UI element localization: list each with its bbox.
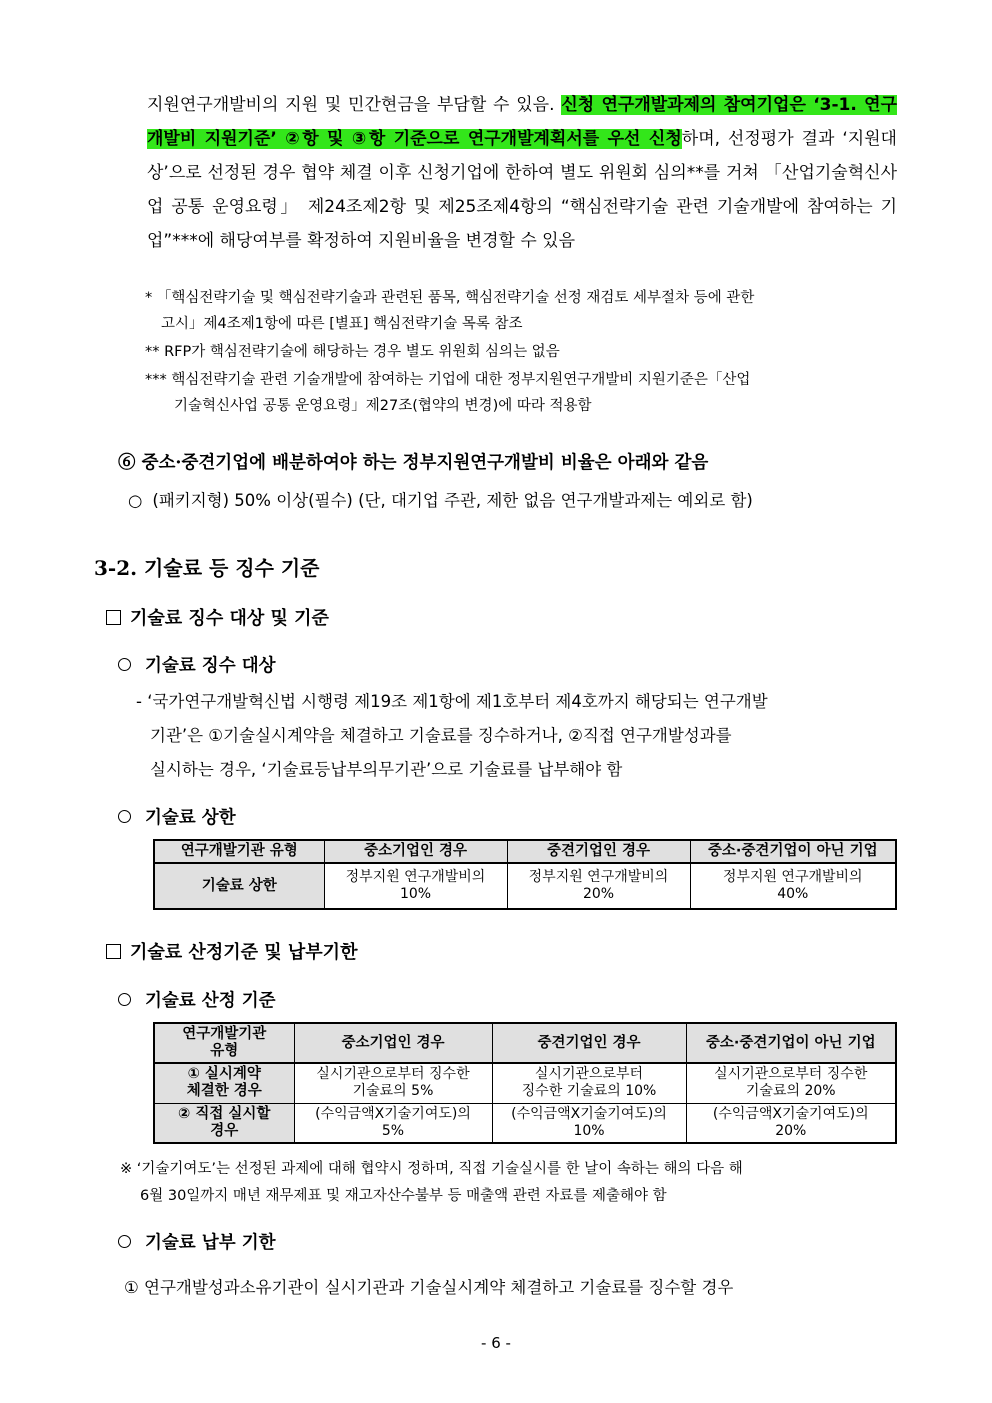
cell-line: 실시기관으로부터 (534, 1066, 644, 1083)
table-cell (324, 863, 507, 909)
cell-line: 10% (399, 886, 432, 902)
remark-line-2: 6월 30일까지 매년 재무제표 및 재고자산수불부 등 매출액 관련 자료를 제출해야 함 (140, 1188, 667, 1204)
footnote-2: ** RFP가 핵심전략기술에 해당하는 경우 별도 위원회 심의는 없음 (145, 344, 560, 360)
cell-line: 연구개발기관 (182, 1026, 267, 1042)
sub-heading-2-text: 기술료 상한 (145, 808, 236, 828)
footnote-3-line1: *** 핵심전략기술 관련 기술개발에 참여하는 기업에 대한 정부지원연구개발비 지원기준은「산업 (145, 372, 751, 388)
table-cell (492, 1103, 686, 1143)
table-header: 연구개발기관 유형 (154, 840, 324, 863)
footnote-1-line2: 고시」제4조제1항에 따른 [별표] 핵심전략기술 목록 참조 (161, 316, 523, 332)
dash-line-3: 실시하는 경우, ‘기술료등납부의무기관’으로 기술료를 납부해야 함 (150, 760, 623, 779)
cell-line: 40% (777, 886, 809, 902)
sub-heading-1 (118, 652, 276, 677)
cell-line: (수익금액X기술기여도)의 (712, 1105, 869, 1122)
table-row (154, 863, 896, 909)
table-header: 중소기업인 경우 (294, 1023, 492, 1063)
box-heading-2-text: 기술료 산정기준 및 납부기한 (130, 942, 358, 963)
cell-line: 실시기관으로부터 징수한 (316, 1066, 470, 1083)
cell-line: 기술료의 5% (352, 1083, 434, 1100)
circle-icon (118, 1235, 131, 1248)
cell-line: ① 실시계약 (187, 1066, 261, 1083)
table-cell (507, 863, 690, 909)
box-heading-1 (106, 604, 329, 630)
table-header: 중견기업인 경우 (492, 1023, 686, 1063)
cell-line: 기술료의 20% (745, 1083, 836, 1100)
cell-line: 20% (775, 1122, 807, 1139)
dash-line-2: 기관’은 ①기술실시계약을 체결하고 기술료를 징수하거나, ②직접 연구개발성과를 (150, 726, 732, 745)
cell-line: 체결한 경우 (186, 1083, 262, 1100)
item6-bullet-text: (패키지형) 50% 이상(필수) (단, 대기업 주관, 제한 없음 연구개발과제는 예외로 함) (152, 491, 753, 510)
royalty-cap-table (153, 839, 897, 910)
cell-line: 실시기관으로부터 징수한 (714, 1066, 868, 1083)
table-header (154, 1023, 294, 1063)
table-header: 중소·중견기업이 아닌 기업 (690, 840, 896, 863)
cell-line: (수익금액X기술기여도)의 (315, 1105, 471, 1122)
intro-pre: 지원연구개발비의 지원 및 민간현금을 부담할 수 있음. (147, 95, 555, 115)
table-row (154, 1023, 896, 1063)
sub-heading-4-text: 기술료 납부 기한 (145, 1233, 276, 1253)
section-title: 3-2. 기술료 등 징수 기준 (94, 556, 320, 580)
bullet-mark: ○ (128, 491, 143, 510)
circle-icon (118, 810, 131, 823)
sub-heading-3-text: 기술료 산정 기준 (145, 991, 276, 1011)
cell-line: 유형 (210, 1043, 239, 1059)
table-header: 중소기업인 경우 (324, 840, 507, 863)
cell-line: 징수한 기술료의 10% (521, 1083, 657, 1100)
last-line: ① 연구개발성과소유기관이 실시기관과 기술실시계약 체결하고 기술료를 징수할 경우 (124, 1278, 734, 1297)
table-header: 중소·중견기업이 아닌 기업 (686, 1023, 896, 1063)
intro-post: 하며, 선정평가 결과 ‘지원대상’으로 선정된 경우 협약 체결 이후 신청기업에 한하여 별도 위원회 심의**를 거쳐 「산업기술혁신사업 공통 운영요령」 제24조제2항 및 제25조제4항의 “핵심전략기술 관련 기술개발에 참여하는 기업”***에 해당여부를 확정하여 지원비율을 변경할 수 있음 (147, 129, 897, 251)
table-cell (294, 1103, 492, 1143)
sub-heading-3 (118, 987, 276, 1012)
cell-line: (수익금액X기술기여도)의 (511, 1105, 667, 1122)
remark-line-1: ※ ‘기술기여도’는 선정된 과제에 대해 협약시 정하며, 직접 기술실시를 한 날이 속하는 해의 다음 해 (120, 1161, 743, 1177)
intro-paragraph (147, 88, 897, 258)
table-row (154, 1103, 896, 1143)
cell-line: 정부지원 연구개발비의 (528, 869, 669, 885)
cell-line: 정부지원 연구개발비의 (722, 869, 863, 885)
item6-bullet (128, 485, 753, 517)
sub-heading-1-text: 기술료 징수 대상 (145, 656, 276, 676)
cell-line: 5% (381, 1122, 405, 1139)
intro-highlight: 신청 연구개발과제의 참여기업은 ‘3-1. 연구개발비 지원기준’ ②항 및 ③항 기준으로 연구개발계획서를 우선 신청 (147, 95, 897, 149)
row-label (154, 1063, 294, 1103)
table-header: 중견기업인 경우 (507, 840, 690, 863)
square-icon (106, 944, 121, 959)
circle-icon (118, 993, 131, 1006)
royalty-calc-table (153, 1022, 897, 1144)
item6-heading: ⑥ 중소·중견기업에 배분하여야 하는 정부지원연구개발비 비율은 아래와 같음 (118, 453, 709, 473)
cell-line: 10% (573, 1122, 605, 1139)
cell-line: ② 직접 실시할 (178, 1105, 271, 1122)
row-label (154, 1103, 294, 1143)
cell-line: 정부지원 연구개발비의 (345, 869, 486, 885)
cell-line: 경우 (210, 1122, 239, 1139)
footnote-1-line1: * 「핵심전략기술 및 핵심전략기술과 관련된 품목, 핵심전략기술 선정 재검토 세부절차 등에 관한 (145, 290, 755, 306)
box-heading-2 (106, 938, 357, 964)
table-cell (686, 1103, 896, 1143)
box-heading-1-text: 기술료 징수 대상 및 기준 (130, 608, 329, 629)
footnote-3-line2: 기술혁신사업 공통 운영요령」제27조(협약의 변경)에 따라 적용함 (174, 398, 592, 414)
page-number: - 6 - (481, 1334, 511, 1352)
cell-line: 20% (582, 886, 615, 902)
row-label: 기술료 상한 (154, 863, 324, 909)
table-cell (690, 863, 896, 909)
table-row (154, 1063, 896, 1103)
table-cell (492, 1063, 686, 1103)
table-row (154, 840, 896, 863)
table-cell (294, 1063, 492, 1103)
table-cell (686, 1063, 896, 1103)
dash-line-1: - ‘국가연구개발혁신법 시행령 제19조 제1항에 제1호부터 제4호까지 해당되는 연구개발 (136, 692, 768, 711)
sub-heading-2 (118, 804, 236, 829)
sub-heading-4 (118, 1229, 276, 1254)
circle-icon (118, 658, 131, 671)
square-icon (106, 610, 121, 625)
